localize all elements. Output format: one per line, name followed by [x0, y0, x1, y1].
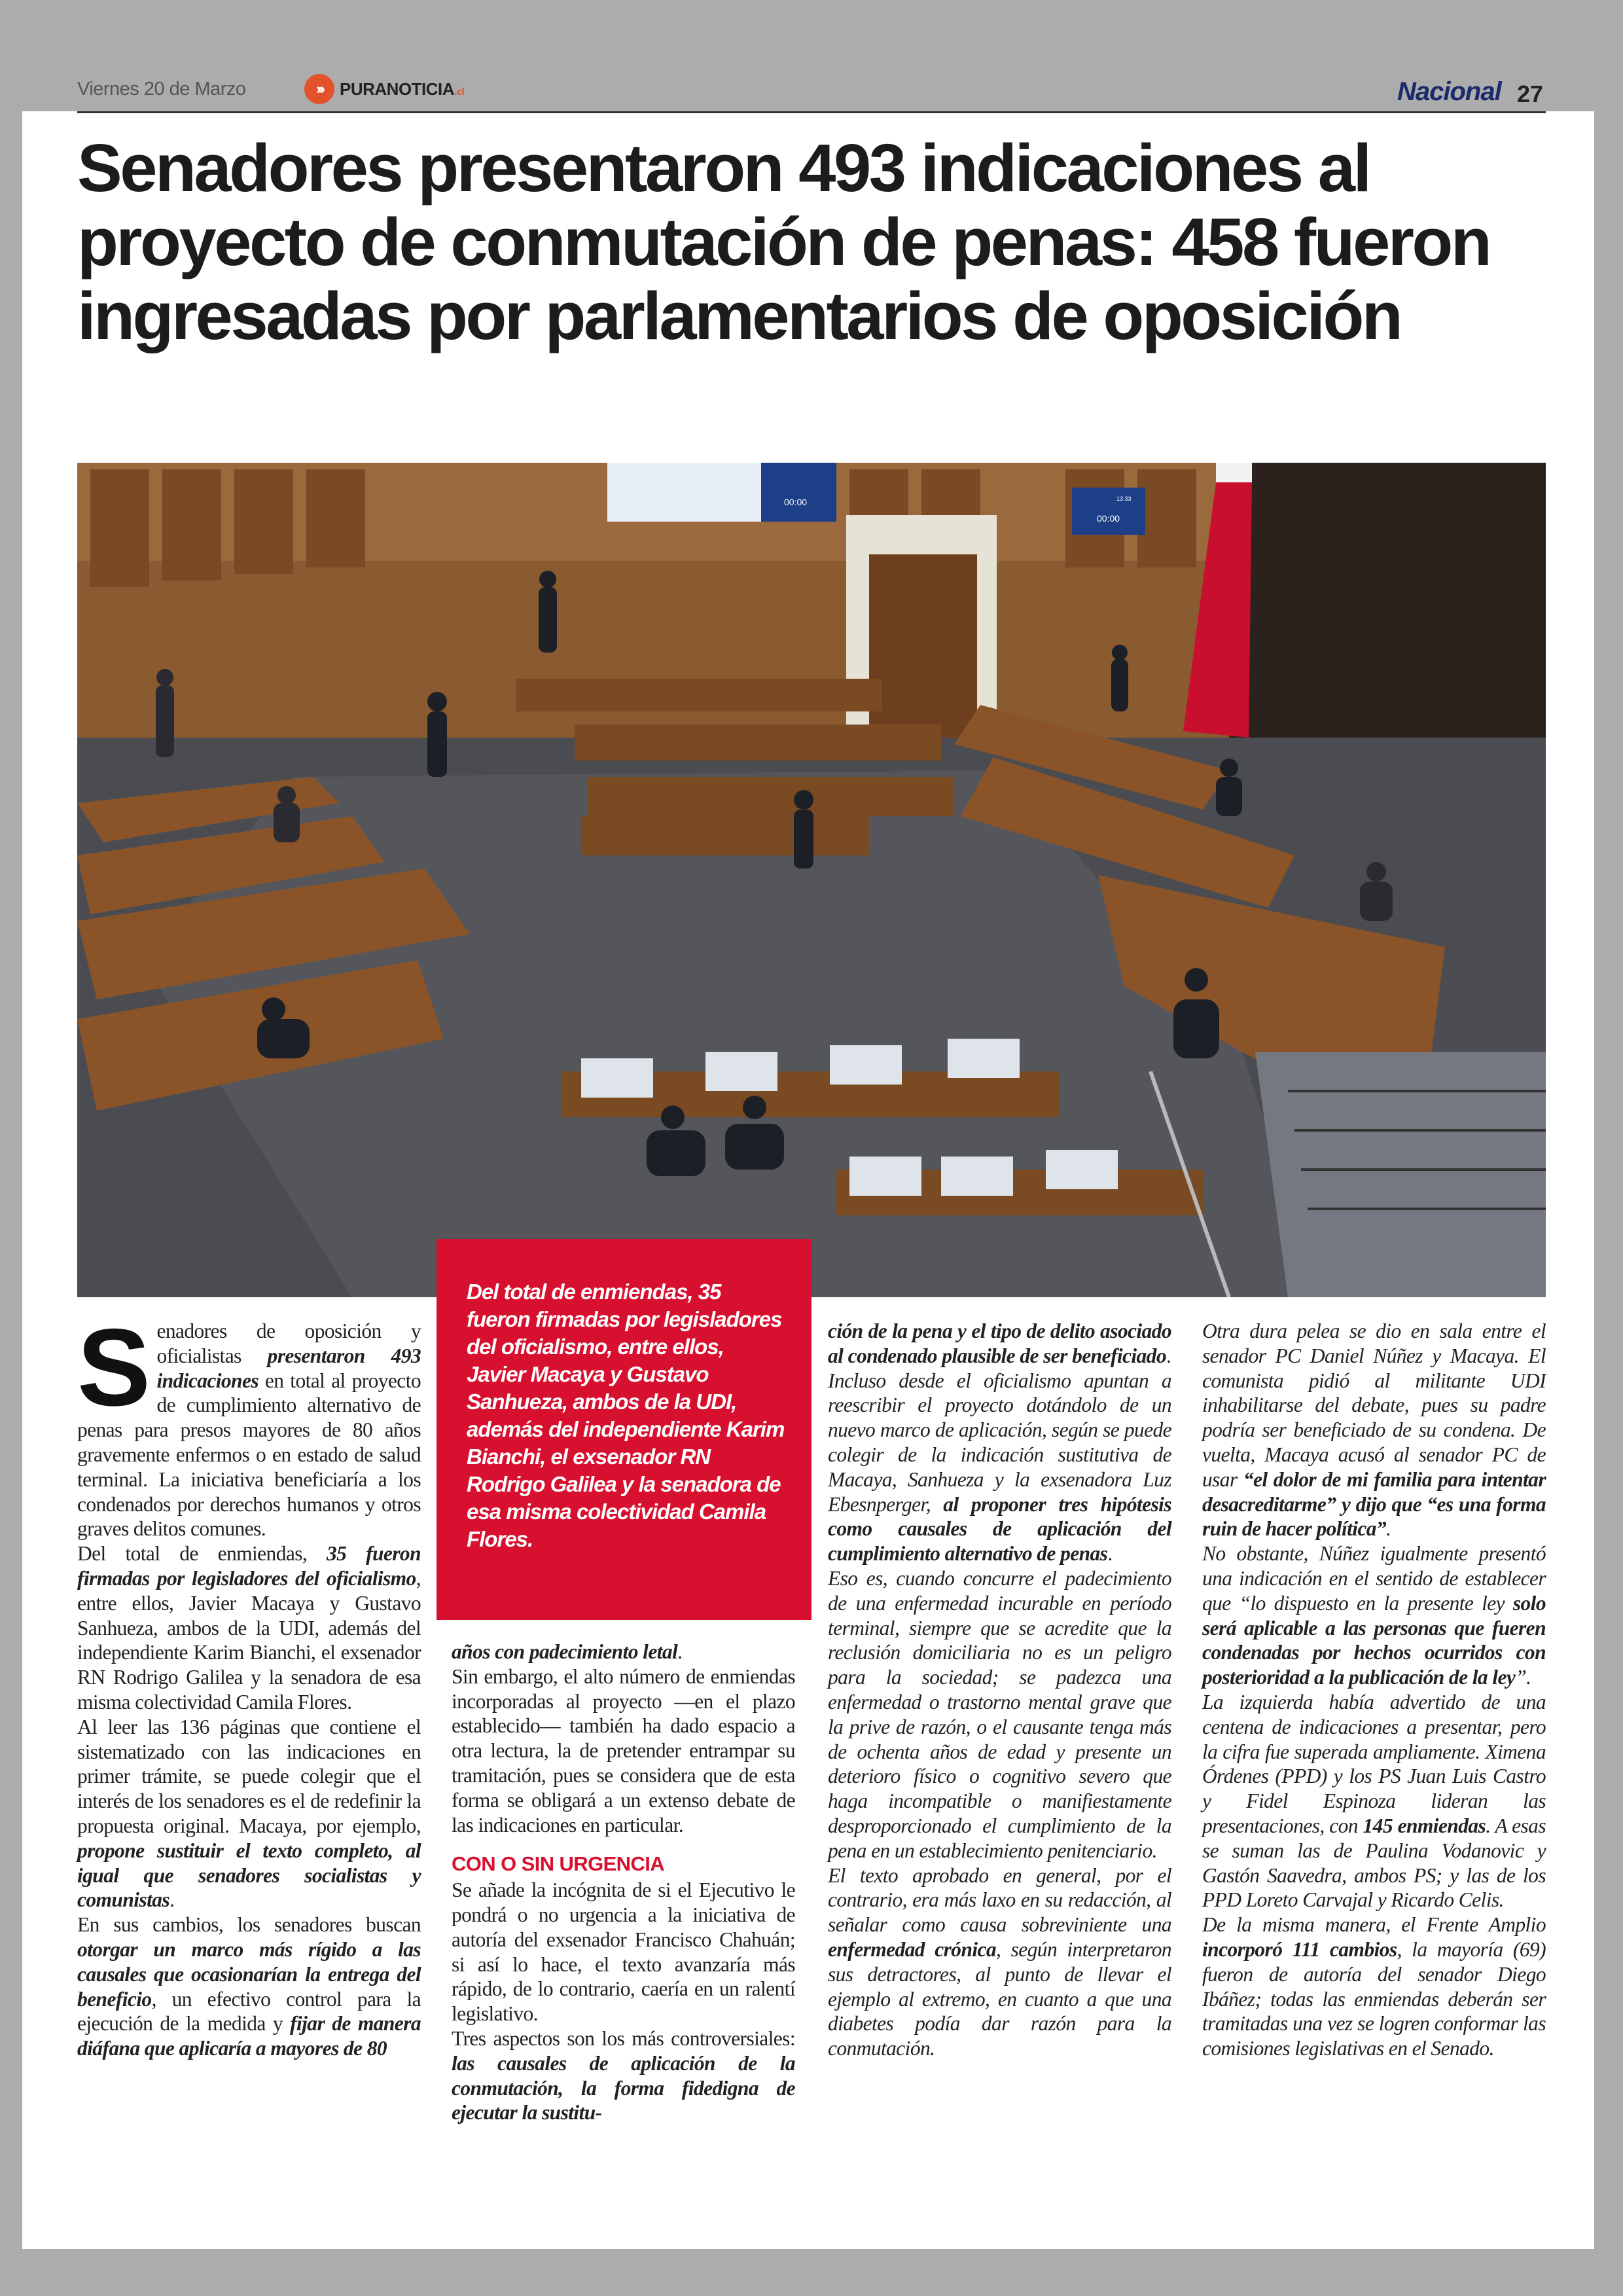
paragraph: Se añade la incógnita de si el Ejecutivo le pondrá o no urgencia a la iniciativa de autoría del exsenador Francisco Chahuán; si así lo hace, el texto avanzaría más rápido, de lo contrario, caería en un ralentí legislativo.	[452, 1878, 795, 2026]
page-number: 27	[1517, 81, 1544, 107]
paragraph	[828, 1369, 1171, 1566]
paragraph	[77, 1715, 421, 1912]
section-title: Nacional	[1397, 77, 1501, 106]
issue-date: Viernes 20 de Marzo	[77, 79, 246, 99]
text-run: Al leer las 136 páginas que contiene el sistematizado con las indicaciones en primer trámite, se puede colegir que el interés de los senadores es el de redefinir la propuesta original. Macaya, por ejemplo,	[77, 1715, 421, 1837]
article-headline: Senadores presentaron 493 indicaciones al proyecto de conmutación de penas: 458 fueron ingresadas por parlamentarios de oposición	[77, 130, 1490, 353]
text-run: De la misma manera, el Frente Amplio	[1202, 1913, 1546, 1937]
drop-cap: S	[77, 1306, 151, 1429]
emphasis: “el dolor de mi familia para intentar desacreditarme” y dijo que “es una forma ruin de hacer política”	[1202, 1467, 1546, 1541]
paragraph: Sin embargo, el alto número de enmiendas incorporadas al proyecto —en el plazo establecido— también ha dado espacio a otra lectura, la de pretender entrampar su tramitación, pues se considera que de esta forma se obligará a un extenso debate de las indicaciones en particular.	[452, 1664, 795, 1837]
emphasis: solo será aplicable a las personas que fueren condenadas por hechos ocurridos con posterioridad a la publicación de la ley	[1202, 1591, 1546, 1689]
screen-clock-small: 13:33	[1116, 495, 1132, 502]
text-run: No obstante, Núñez igualmente presentó una indicación en el sentido de establecer que “lo dispuesto en la presente ley	[1202, 1542, 1546, 1615]
screen-clock-right: 00:00	[1097, 513, 1120, 524]
emphasis: presentaron 493 indicaciones	[156, 1344, 421, 1392]
brand-logo	[304, 74, 464, 104]
emphasis: 35 fueron firmadas por legisladores del oficialismo	[77, 1542, 421, 1590]
text-run: El texto aprobado en general, por el contrario, era más laxo en su redacción, al señalar como causa sobreviniente una	[828, 1863, 1171, 1937]
paragraph	[452, 1640, 795, 1664]
text-run: , entre ellos, Javier Macaya y Gustavo Sanhueza, ambos de la UDI, además del independiente Karim Bianchi, el exsenador RN Rodrigo Galilea y la senadora de esa misma colectividad Camila Flores.	[77, 1566, 421, 1713]
text-run: , la mayoría (69) fueron de autoría del senador Diego Ibáñez; todas las enmiendas deberán ser tramitadas una vez se logren conformar las comisiones legislativas en el Senado.	[1202, 1937, 1546, 2060]
text-run: Del total de enmiendas,	[77, 1542, 327, 1566]
article-column-1	[77, 1306, 421, 2061]
emphasis: las causales de aplicación de la conmutación, la forma fidedigna de ejecutar la sustitu-	[452, 2051, 795, 2125]
text-run: .	[1386, 1517, 1391, 1541]
senate-chamber-photo	[77, 463, 1546, 1297]
emphasis: otorgar un marco más rígido a las causales que ocasionarían la entrega del beneficio	[77, 1937, 421, 2011]
paragraph	[1202, 1319, 1546, 1541]
paragraph	[77, 1912, 421, 2061]
paragraph	[1202, 1541, 1546, 1690]
logo-suffix: .cl	[454, 86, 465, 98]
text-run: . A esas se suman las de Paulina Vodanovic y Gastón Saavedra, ambos PS; y las de los PPD Loreto Carvajal y Ricardo Celis.	[1202, 1814, 1546, 1912]
article-column-4	[1202, 1319, 1546, 2061]
emphasis: enfermedad crónica	[828, 1937, 997, 1961]
subheading: CON O SIN URGENCIA	[452, 1852, 665, 1876]
emphasis: al proponer tres hipótesis como causales de aplicación del cumplimiento alternativo de penas	[828, 1492, 1171, 1566]
text-run: .	[1166, 1344, 1171, 1367]
screen-clock: 00:00	[784, 497, 808, 507]
text-run: Tres aspectos son los más controversiales:	[452, 2026, 795, 2050]
pull-quote-text: Del total de enmiendas, 35 fueron firmadas por legisladores del oficialismo, entre ellos, Javier Macaya y Gustavo Sanhueza, ambos de la UDI, además del independiente Karim Bianchi, el exsenador RN Rodrigo Galilea y la senadora de esa misma colectividad Camila Flores.	[467, 1280, 785, 1551]
article-column-3	[828, 1319, 1171, 2061]
emphasis: 145 enmiendas	[1363, 1814, 1486, 1837]
paragraph	[452, 2026, 795, 2125]
page-header	[0, 0, 1623, 111]
text-run: .	[1107, 1542, 1113, 1566]
header-rule	[77, 111, 1546, 113]
text-run: ”.	[1515, 1666, 1531, 1689]
text-run: Incluso desde el oficialismo apuntan a reescribir el proyecto dotándolo de un nuevo marco de aplicación, según se puede colegir de la indicación sustitutiva de Macaya, Sanhueza y la exsenadora Luz Ebesnperger,	[828, 1369, 1171, 1516]
text-run: La izquierda había advertido de una centena de indicaciones a presentar, pero la cifra fue superada ampliamente. Ximena Órdenes (PPD) y los PS Juan Luis Castro y Fidel Espinoza lideran las presentaciones, con	[1202, 1690, 1546, 1837]
text-run: .	[677, 1640, 683, 1663]
text-run: Otra dura pelea se dio en sala entre el senador PC Daniel Núñez y Macaya. El comunista pidió al militante UDI inhabilitarse del debate, pues su padre podría ser beneficiado de su condena. De vuelta, Macaya acusó al senador PC de usar	[1202, 1319, 1546, 1491]
emphasis: años con padecimiento letal	[452, 1640, 678, 1663]
logo-text: PURANOTICIA	[340, 79, 455, 99]
emphasis: incorporó 111 cambios	[1202, 1937, 1397, 1961]
paragraph	[77, 1306, 421, 1541]
text-run: en total al proyecto de cumplimiento alternativo de penas para presos mayores de 80 años gravemente enfermos o en estado de salud terminal. La iniciativa beneficiaría a los condenados por derechos humanos y otros graves delitos comunes.	[77, 1369, 421, 1541]
emphasis: propone sustituir el texto completo, al igual que senadores socialistas y comunistas	[77, 1839, 421, 1912]
text-run: En sus cambios, los senadores buscan	[77, 1913, 421, 1937]
text-run: , según interpretaron sus detractores, al punto de llevar el ejemplo al extremo, en cuanto a que una diabetes podía dar razón para la conmutación.	[828, 1937, 1171, 2060]
paragraph	[77, 1541, 421, 1715]
article-column-2	[452, 1640, 795, 2125]
play-arrows-icon: ›››	[304, 74, 334, 104]
paragraph	[828, 1863, 1171, 2061]
text-run: enadores de oposición y oficialistas	[156, 1319, 421, 1367]
text-run: , un efectivo control para la ejecución de la medida y	[77, 1987, 421, 2036]
paragraph: Eso es, cuando concurre el padecimiento de una enfermedad incurable en período terminal, siempre que se acredite que la reclusión domiciliaria no es un peligro para la sociedad; se padezca una enfermedad o trastorno mental grave que la prive de razón, o el causante tenga más de ochenta años de edad y presente un deterioro físico o cognitivo severo que haga incompatible o manifiestamente desproporcionado el cumplimiento de la pena en un establecimiento penitenciario.	[828, 1566, 1171, 1862]
emphasis: ción de la pena y el tipo de delito asociado al condenado plausible de ser beneficiado	[828, 1319, 1171, 1367]
text-run: .	[169, 1888, 175, 1912]
paragraph	[828, 1319, 1171, 1369]
paragraph	[1202, 1690, 1546, 1912]
pull-quote	[437, 1239, 812, 1620]
emphasis: fijar de manera diáfana que aplicaría a mayores de 80	[77, 2012, 421, 2060]
paragraph	[1202, 1912, 1546, 2061]
